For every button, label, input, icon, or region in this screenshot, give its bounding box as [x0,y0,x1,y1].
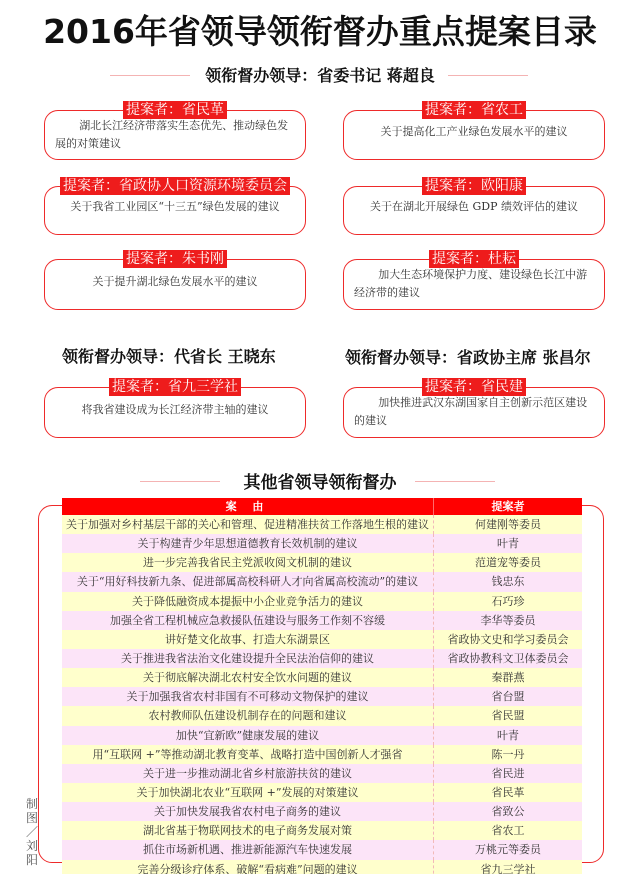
cell-subject: 关于加强我省农村非国有不可移动文物保护的建议 [62,687,434,706]
cell-subject: 关于构建青少年思想道德教育长效机制的建议 [62,534,434,553]
cell-proposer: 叶青 [497,728,519,742]
proposal-text: 加大生态环境保护力度、建设绿色长江中游经济带的建议 [354,268,588,299]
proposal-card [343,178,605,235]
cell-proposer: 省台盟 [491,690,525,704]
proposal-card [44,251,306,310]
proposer-label: 提案者：省民革 [123,101,227,119]
cell-subject: 关于推进我省法治文化建设提升全民法治信仰的建议 [62,649,434,668]
cell-proposer: 万桃元等委员 [475,843,541,857]
cell-subject: 讲好楚文化故事、打造大东湖景区 [62,630,434,649]
table-row [62,745,582,764]
cell-subject: 关于加快湖北农业“互联网 +”发展的对策建议 [62,783,434,802]
table-row [62,860,582,874]
proposal-card [44,178,306,235]
cell-subject: 关于“用好科技新九条、促进部属高校科研人才向省属高校流动”的建议 [62,572,434,591]
table-row [62,611,582,630]
cell-proposer: 石巧珍 [491,594,525,608]
table-row [62,553,582,572]
cell-subject: 加强全省工程机械应急救援队伍建设与服务工作刻不容缓 [62,611,434,630]
cell-proposer: 省政协教科文卫体委员会 [447,651,569,665]
cell-proposer: 李华等委员 [480,613,536,627]
proposal-text: 关于在湖北开展绿色 GDP 绩效评估的建议 [370,200,578,213]
cell-subject: 关于降低融资成本提振中小企业竞争活力的建议 [62,592,434,611]
cell-subject: 湖北省基于物联网技术的电子商务发展对策 [62,821,434,840]
proposal-card [44,102,306,160]
cell-subject: 完善分级诊疗体系、破解“看病难”问题的建议 [62,860,434,874]
proposer-label: 提案者：朱书刚 [123,250,227,268]
proposal-card [343,379,605,438]
table-header [62,498,582,515]
proposal-card [343,102,605,160]
cell-proposer: 省民进 [491,766,525,780]
credit-text: 制图／刘阳 [25,797,38,867]
proposer-label: 提案者：杜耘 [429,250,519,268]
cell-proposer: 陈一丹 [491,747,525,761]
cell-proposer: 省民盟 [491,709,525,723]
table-row [62,649,582,668]
cell-proposer: 范道宠等委员 [475,556,541,570]
divider-right [448,75,528,76]
table-row [62,726,582,745]
proposal-text: 将我省建设成为长江经济带主轴的建议 [81,403,269,416]
cell-subject: 关于加快发展我省农村电子商务的建议 [62,802,434,821]
table-row [62,515,582,534]
column-header-proposer: 提案者 [491,500,525,513]
proposer-label: 提案者：欧阳康 [422,177,526,195]
proposer-label: 提案者：省九三学社 [109,378,241,396]
table-row [62,668,582,687]
table-row [62,572,582,591]
section-heading-secretary: 领衔督办领导：省委书记 蒋超良 [205,66,435,85]
section-heading-cppcc: 领衔督办领导：省政协主席 张昌尔 [345,348,591,367]
cell-proposer: 省致公 [491,805,525,819]
column-header-subject: 案 由 [62,498,434,515]
cell-proposer: 秦群燕 [491,671,525,685]
page-title: 2016年省领导领衔督办重点提案目录 [43,12,597,51]
table-row [62,630,582,649]
table-row [62,592,582,611]
table-row [62,687,582,706]
proposer-label: 提案者：省农工 [422,101,526,119]
proposal-card [44,379,306,438]
cell-subject: 抓住市场新机遇、推进新能源汽车快速发展 [62,840,434,859]
cell-proposer: 叶青 [497,537,519,551]
cell-subject: 关于彻底解决湖北农村安全饮水问题的建议 [62,668,434,687]
table-row [62,534,582,553]
cell-proposer: 省民革 [491,785,525,799]
table-row [62,764,582,783]
cell-subject: 农村教师队伍建设机制存在的问题和建议 [62,706,434,725]
proposer-label: 提案者：省政协人口资源环境委员会 [60,177,290,195]
divider-right [415,481,495,482]
cell-proposer: 何建刚等委员 [475,518,541,531]
proposal-text: 湖北长江经济带落实生态优先、推动绿色发展的对策建议 [55,119,289,150]
section-heading-governor: 领衔督办领导：代省长 王晓东 [62,347,276,366]
cell-subject: 进一步完善我省民主党派收阅文机制的建议 [62,553,434,572]
table-row [62,706,582,725]
cell-subject: 关于加强对乡村基层干部的关心和管理、促进精准扶贫工作落地生根的建议 [62,515,434,534]
proposal-text: 关于我省工业园区“十三五”绿色发展的建议 [70,200,280,213]
proposal-text: 关于提高化工产业绿色发展水平的建议 [380,125,568,138]
proposal-text: 加快推进武汉东湖国家自主创新示范区建设的建议 [354,396,588,427]
table-row [62,783,582,802]
proposer-label: 提案者：省民建 [422,378,526,396]
proposal-text: 关于提升湖北绿色发展水平的建议 [92,275,258,288]
table-row [62,840,582,859]
cell-proposer: 钱忠东 [491,575,525,589]
table-row [62,821,582,840]
cell-proposer: 省九三学社 [480,862,536,874]
cell-proposer: 省农工 [491,824,525,838]
table-row [62,802,582,821]
cell-subject: 关于进一步推动湖北省乡村旅游扶贫的建议 [62,764,434,783]
cell-proposer: 省政协文史和学习委员会 [447,632,569,646]
proposal-card [343,251,605,310]
cell-subject: 加快“宜新欧”健康发展的建议 [62,726,434,745]
cell-subject: 用“互联网 +”等推动湖北教育变革、战略打造中国创新人才强省 [62,745,434,764]
proposal-table [62,498,582,874]
section-heading-others: 其他省领导领衔督办 [243,473,397,493]
